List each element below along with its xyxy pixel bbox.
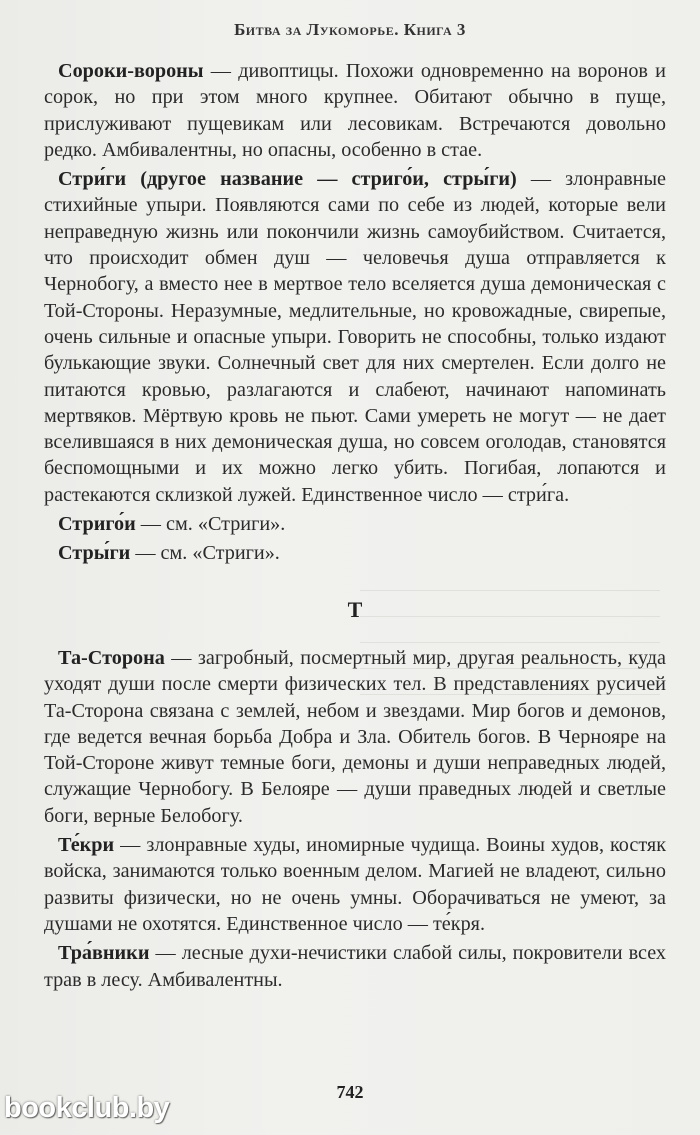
- entry-term: Стры́ги: [58, 542, 131, 565]
- entry-definition: — злонравные стихийные упыри. Появляются сами по себе из людей, которые вели неправедную жизнь или покончили жизнь самоубийством. Считается, что происходит обмен душ — человечья душа отправляется к Чернобогу, а вместо нее в мертвое тело вселяется душа демоническая с Той-Стороны. Неразумные, медлительные, но кровожадные, свирепые, очень сильные и опасные упыри. Говорить не способны, только издают булькающие звуки. Солнечный свет для них смертелен. Если долго не питаются кровью, разлагаются и слабеют, начинают напоминать мертвяков. Мёртвую кровь не пьют. Сами умереть не могут — не дает вселившаяся в них демоническая душа, но совсем оголодав, становятся беспомощными и их можно легко убить. Погибая, лопаются и растекаются склизкой лужей. Единственное число — стри́га.: [44, 168, 666, 506]
- entry-term: Та-Сторона: [58, 646, 165, 669]
- entry-term: Стриго́и: [58, 513, 136, 536]
- glossary-entry: [44, 940, 666, 993]
- glossary-entry: [44, 645, 666, 829]
- page-number: 742: [336, 1082, 364, 1102]
- entry-definition: — см. «Стриги».: [135, 513, 286, 536]
- page-content: [44, 58, 666, 996]
- glossary-entry: [44, 58, 666, 163]
- glossary-entry: [44, 540, 666, 566]
- section-letter-heading: Т: [347, 596, 363, 622]
- watermark-text: bookclub.by: [4, 1092, 170, 1124]
- entry-term: Сороки-вороны: [58, 60, 204, 82]
- glossary-entry: [44, 832, 666, 937]
- entry-definition: — загробный, посмертный мир, другая реальность, куда уходят души после смерти физических тел. В представлениях русичей Та-Сторона связана с землей, небом и звездами. Мир богов и демонов, где ведется вечная борьба Добра и Зла. Обитель богов. В Чернояре на Той-Стороне живут темные боги, демоны и души неправедных людей, служащие Чернобогу. В Белояре — души праведных людей и светлые боги, верные Белобогу.: [44, 646, 666, 827]
- entry-term: Стри́ги (другое название — стриго́и, стры́ги): [58, 168, 517, 191]
- entry-definition: — см. «Стриги».: [130, 542, 280, 565]
- entry-definition: — лесные духи-нечистики слабой силы, покровители всех трав в лесу. Амбивалентны.: [44, 942, 666, 991]
- entry-definition: — злонравные худы, иномирные чудища. Воины худов, костяк войска, занимаются только военным делом. Магией не владеют, сильно развиты физически, но не очень умны. Оборачиваться не умеют, за душами не охотятся. Единственное число — те́кря.: [44, 834, 666, 935]
- glossary-entry: [44, 166, 666, 508]
- running-header: Битва за Лукоморье. Книга 3: [234, 20, 466, 39]
- entry-term: Те́кри: [58, 834, 115, 857]
- entry-definition: — дивоптицы. Похожи одновременно на воронов и сорок, но при этом много крупнее. Обитают обычно в пуще, прислуживают пущевикам или лесовикам. Встречаются довольно редко. Амбивалентны, но опасны, особенно в стае.: [44, 60, 666, 161]
- glossary-entry: [44, 511, 666, 537]
- entry-term: Тра́вники: [58, 942, 150, 965]
